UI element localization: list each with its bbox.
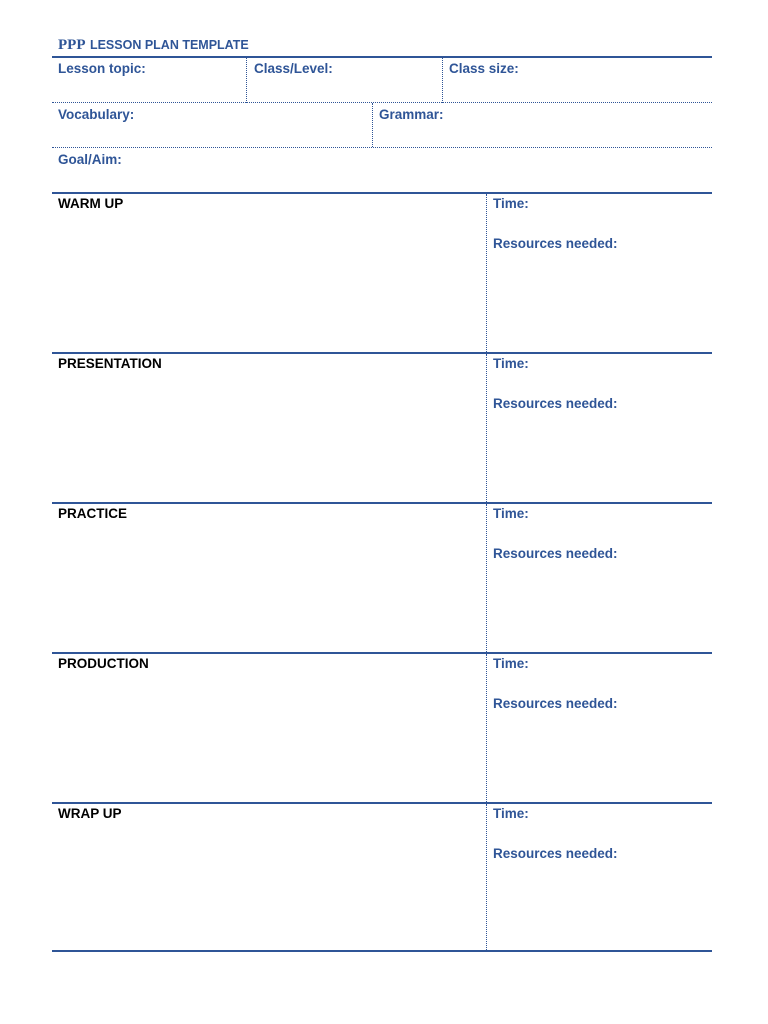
section-top-border	[52, 352, 712, 354]
goal-aim-field[interactable]: Goal/Aim:	[58, 152, 122, 167]
section-title-production: PRODUCTION	[58, 656, 149, 671]
time-field[interactable]: Time:	[493, 356, 529, 371]
section-column-divider	[486, 654, 487, 802]
resources-needed-field[interactable]: Resources needed:	[493, 696, 618, 711]
class-level-field[interactable]: Class/Level:	[254, 61, 333, 76]
section-column-divider	[486, 354, 487, 502]
section-top-border	[52, 652, 712, 654]
section-top-border	[52, 502, 712, 504]
resources-needed-field[interactable]: Resources needed:	[493, 236, 618, 251]
time-field[interactable]: Time:	[493, 196, 529, 211]
section-title-practice: PRACTICE	[58, 506, 128, 521]
info-row-divider	[52, 147, 712, 148]
vocabulary-field[interactable]: Vocabulary:	[58, 107, 135, 122]
lesson-topic-field[interactable]: Lesson topic:	[58, 61, 146, 76]
section-column-divider	[486, 804, 487, 950]
section-column-divider	[486, 504, 487, 652]
time-field[interactable]: Time:	[493, 806, 529, 821]
title-prefix: PPP	[58, 37, 86, 53]
info-divider	[372, 103, 373, 147]
resources-needed-field[interactable]: Resources needed:	[493, 546, 618, 561]
info-divider	[442, 57, 443, 103]
resources-needed-field[interactable]: Resources needed:	[493, 396, 618, 411]
info-top-border	[52, 56, 712, 58]
resources-needed-field[interactable]: Resources needed:	[493, 846, 618, 861]
info-row-divider	[52, 102, 712, 103]
class-size-field[interactable]: Class size:	[449, 61, 519, 76]
page-title	[58, 36, 249, 54]
section-title-wrap-up: WRAP UP	[58, 806, 122, 821]
sections-bottom-border	[52, 950, 712, 952]
title-text: LESSON PLAN TEMPLATE	[89, 38, 249, 52]
grammar-field[interactable]: Grammar:	[379, 107, 444, 122]
section-top-border	[52, 192, 712, 194]
time-field[interactable]: Time:	[493, 656, 529, 671]
section-column-divider	[486, 194, 487, 352]
section-top-border	[52, 802, 712, 804]
section-title-warm-up: WARM UP	[58, 196, 124, 211]
lesson-plan-sheet	[52, 0, 712, 1024]
time-field[interactable]: Time:	[493, 506, 529, 521]
section-title-presentation: PRESENTATION	[58, 356, 162, 371]
info-divider	[246, 57, 247, 103]
